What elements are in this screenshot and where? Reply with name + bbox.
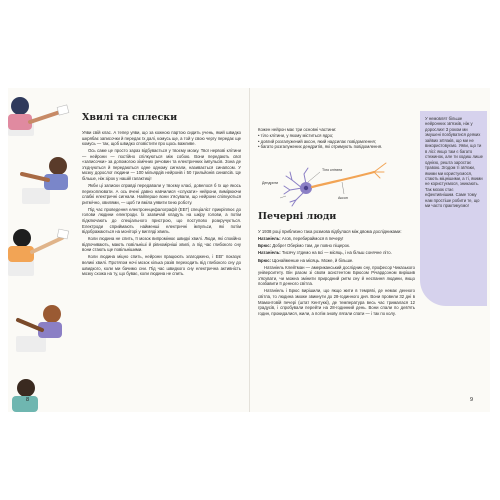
page-number-right: 9 [470, 397, 474, 403]
section-title-cave-people: Печерні люди [258, 211, 337, 222]
axon-terminal-shape [374, 163, 386, 178]
kid-head-shape [13, 229, 31, 247]
dialogue-line [258, 258, 415, 264]
nucleus-shape [304, 186, 308, 190]
kid-head-shape [17, 379, 35, 397]
axon-shape [312, 172, 374, 187]
note-shape [57, 105, 69, 115]
kid-head-shape [49, 157, 67, 175]
section-title-waves: Хвилі та сплески [82, 112, 178, 123]
left-body-text [82, 130, 241, 278]
axon-label: Аксон [338, 196, 348, 200]
neuron-diagram [262, 158, 412, 210]
desk-shape [16, 336, 46, 352]
paragraph: Натаніель Клейтман — американський дослідник сну, професор Чиказького університету. Він разом зі своїм асистентом Брюсом Річардсоном вирішив з'ясувати, чи можна змінити природний ритм сну й неспання людини, якщо позбавити її денного світла. [258, 264, 415, 287]
dialogue-line [258, 243, 415, 249]
dendrite-label: Дендрити [262, 181, 279, 185]
speaker-name: Натаніель: [258, 250, 281, 256]
dialogue-text: Агов, перебираймося в печеру! [281, 236, 344, 242]
desk-shape [22, 188, 50, 204]
dialogue-text: Щонайменше на місяць. Може, й більше. [272, 257, 354, 263]
kid-body-shape [12, 396, 38, 412]
paragraph: Уяви свій клас. А тепер уяви, що за кожною партою сидить учень, який швидко шкрябає записочки й передає їх далі, комусь ще, а той у свою чергу передає ще комусь — так, щоб швидко сповістити про щось важливе. [82, 130, 242, 147]
neuron-parts-list [258, 127, 410, 150]
kid-head-shape [11, 97, 29, 115]
speaker-name: Брюс: [258, 257, 272, 263]
paragraph: Коли людина не спить, її мозок випромінює швидкі хвилі. Люди, які спокійно відпочивають, мають повільніші й рівномірніші хвилі, а під час глибокого сну вони стають ще повільнішими. [82, 236, 241, 253]
kid-head-shape [43, 305, 61, 323]
kid-body-shape [8, 246, 34, 262]
speaker-name: Брюс: [258, 243, 272, 249]
list-item: • багато розгалужених дендритів, які отримують повідомлення. [258, 144, 383, 150]
kid-body-shape [44, 174, 68, 190]
dialogue-text: Добре! Оберімо там, де повно піщерок. [272, 243, 351, 249]
cell-body-label: Тіло клітини [322, 168, 343, 172]
sidebar-text: У немовлят більше нейронних зв'язків, ніж у дорослих! З роком ми змушені позбуватися деяких зайвих зв'язків, що ми не використовуємо. Уяви, що ти в лісі: якщо там є багато стежинок, але ти ходиш лише однією, решта заростає травою. Згодом ті зв'язки, якими ми користуємося, стають міцнішими, а ті, якими не користуємося, зникають. Так мозок стає ефективнішим. Саме тому нам простіше робити те, що ми часто практикуємо! [425, 116, 483, 209]
paragraph: У 1938 році приблизно така розмова відбулася між двома дослідниками: [258, 229, 402, 234]
list-lead: Кожен нейрон має три основні частини: [258, 127, 337, 132]
dialogue-line [258, 250, 415, 256]
students-passing-notes-illustration [8, 88, 76, 412]
dialogue-line [258, 236, 415, 242]
speaker-name: Натаніель: [258, 236, 281, 242]
dialogue-text: Тисячу з'їдемо на всі — місяць, і на більш сонячне літо. [281, 250, 392, 256]
list-item: • тіло клітини, у якому міститься ядро; [258, 133, 334, 139]
paragraph: Коли людина міцно спить, нейрони працюють злагоджено, і ЕЕГ показує великі хвилі. Протягом ночі мозок кілька разів переходить від глибокого сну до швидкого, коли ми бачимо сни. Під час швидкого сну електрична активність мозку схожа на ту, що буває, коли людина не спить. [82, 254, 241, 277]
note-shape [57, 229, 68, 239]
page-number-left: 8 [26, 397, 30, 403]
list-item: • довгий розгалужений аксон, який надсилає повідомлення; [258, 138, 376, 144]
book-gutter [249, 88, 250, 412]
paragraph: Під час проведення електроенцефалографії (ЕЕГ) спеціаліст прикріплює до голови людини електроди. Їх зазвичай кладуть на шкіру голови, а потім підключають до спеціального пристрою, що поступово розкручується. Електроди сприймають найменші електричні імпульси, які потім відображаються на моніторі у вигляді хвиль. [82, 206, 241, 235]
right-body-text [258, 229, 415, 318]
paragraph: Ось саме це просто зараз відбувається у твоєму мозку. Твої нервові клітини — нейрони — постійно спілкуються між собою. Вони передають свої «записочки» за допомогою хімічних речовин та електричних імпульсів. Зона де з'єднуються й передаються одне одному сигнали, називається синапсом. У мозку дорослої людини — 100 мільярдів нейронів і 50 трильйонів синапсів. Це більше, ніж зірок у нашій галактиці! [82, 148, 241, 181]
paragraph: Якби ці записки справді передавали у твоєму класі, довелося б їх ще якось перехоплювати. А ось вчені давно навчилися «слухати» нейрони, вимірюючи слабкі електричні сигнали. Найперше вони з'ясували, що нейрони спілкуються ритмічно, хвилями, — щоб ти вміла уявити їхню роботу. [82, 183, 241, 205]
paragraph: Натаніель і Брюс вирішили, що якщо жити в темряві, де немає денного світла, то людина зможе звикнути до 28-годинного дня. Вони провели 32 дні в Мамонтовій печері (штат Кентуккі), де температура весь час трималася 12 градусів, і спробували перейти на 28-годинний день. Вони спали по дев'ять годин, прокидалися, жили, а потім знову лягали спати — і так по колу. [258, 288, 415, 316]
